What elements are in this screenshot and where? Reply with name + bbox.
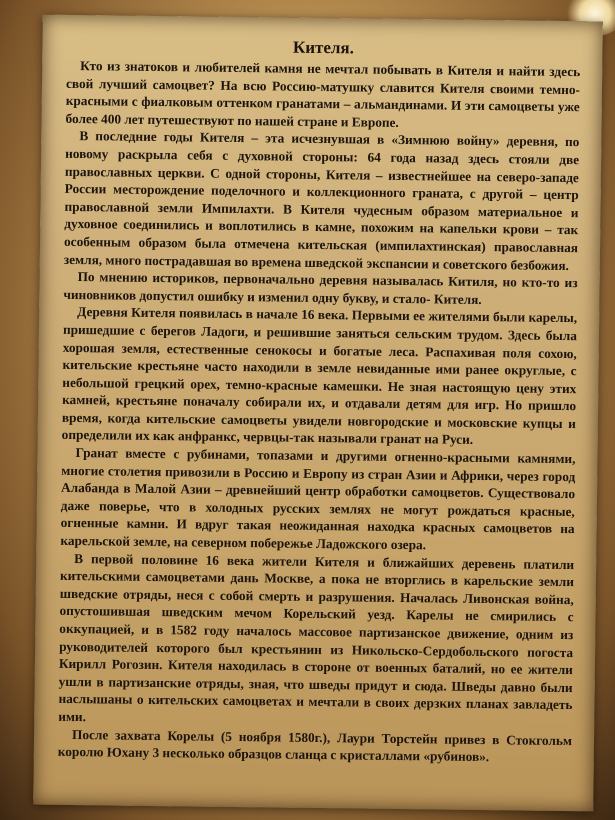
paragraph: Кто из знатоков и любителей камня не мечтал побывать в Кителя и найти здесь свой лучший самоцвет? На всю Россию-матушку славится Кителя своими темно-красными с фиалковым оттенком гранатами – альмандинами. И эти самоцветы уже более 400 лет путешествуют по нашей стране и Европе. bbox=[65, 58, 581, 130]
paragraph: В первой половине 16 века жители Кителя и ближайших деревень платили кительскими самоцветами дань Москве, а пока не вторглись в карельские земли шведские отряды, неся с собой смерть и разрушения. Началась Ливонская война, опустошившая шведским мечом Корельский уезд. Карелы не смирились с оккупацией, и в 1582 году началось массовое партизанское движение, одним из руководителей которого был крестьянин из Никольско-Сердобольского погоста Кирилл Рогозин. Кителя находилась в стороне от военных баталий, но ее жители ушли в партизанские отряды, зная, что шведы придут и сюда. Шведы давно были наслышаны о кительских самоцветах и мечтали в своих дерзких планах завладеть ими. bbox=[58, 550, 575, 725]
paragraph: По мнению историков, первоначально деревня называлась Китиля, но кто-то из чиновников допустил ошибку и изменил одну букву, и стало- Кителя. bbox=[63, 269, 578, 307]
paragraph: Гранат вместе с рубинами, топазами и другими огненно-красными камнями, многие столетия привозили в Россию и Европу из стран Азии и Африки, через город Алабанда в Малой Азии – древнейший центр обработки самоцветов. Существовало даже поверье, что в холодных русских землях не могут рождаться красные, огненные камни. И вдруг такая неожиданная находка красных самоцветов на карельской земле, на северном побережье Ладожского озера. bbox=[60, 445, 576, 553]
document-body bbox=[34, 15, 603, 768]
paper-sheet bbox=[33, 15, 603, 812]
document-title: Кителя. bbox=[292, 37, 355, 58]
paragraph: В последние годы Кителя – эта исчезнувшая в «Зимнюю войну» деревня, по новому раскрыла себя с духовной стороны: 64 года назад здесь стояли две православных церкви. С одной стороны, Кителя – известнейшее на северо-западе России месторождение поделочного и коллекционного граната, с другой – центр православной земли Импилахти. В Кителя чудесным образом материальное и духовное соединились и воплотились в камне, похожим на капельки крови – так особенным образом была отмечена кительская (импилахтинская) православная земля, много пострадавшая во времена шведской экспансии и советского безбожия. bbox=[63, 128, 580, 273]
paragraph: После захвата Корелы (5 ноября 1580г.), Лаури Торстейн привез в Стокгольм королю Юхану 3 несколько образцов сланца с кристаллами «рубинов». bbox=[57, 726, 573, 765]
paragraph: Деревня Кителя появилась в начале 16 века. Первыми ее жителями были карелы, пришедшие с берегов Ладоги, и решившие заняться сельским трудом. Здесь была хорошая земля, естественные сенокосы и богатые леса. Распахивая поля сохою, кительские крестьяне часто находили в земле невиданные ими ранее округлые, с небольшой грецкий орех, темно-красные камешки. Не зная настоящую цену этих камней, крестьяне поначалу собирали их, и отдавали детям для игр. Но пришло время, когда кительские самоцветы увидели новгородские и московские купцы и определили их как анфранкс, червцы-так называли гранат на Руси. bbox=[61, 304, 578, 448]
